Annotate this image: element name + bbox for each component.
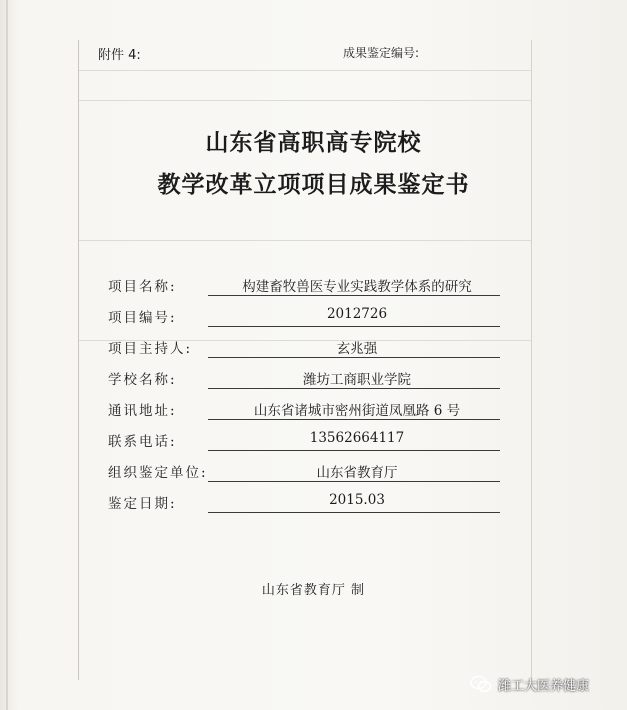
field-value: 2012726 (326, 306, 388, 322)
serial-number-label: 成果鉴定编号: (343, 46, 420, 60)
field-value: 玄兆强 (336, 341, 378, 357)
show-through-line (79, 100, 531, 101)
underline (208, 419, 500, 420)
wechat-icon (470, 675, 492, 693)
field-project-number (108, 306, 508, 328)
account-watermark (470, 673, 589, 695)
field-value: 构建畜牧兽医专业实践教学体系的研究 (242, 279, 472, 295)
field-value: 山东省诸城市密州街道凤凰路 6 号 (253, 403, 461, 419)
field-value: 潍坊工商职业学院 (303, 372, 411, 388)
field-project-name (108, 275, 508, 297)
field-value: 13562664117 (309, 430, 405, 446)
field-label: 通讯地址: (108, 403, 177, 419)
show-through-line (79, 240, 531, 241)
field-phone (108, 430, 508, 452)
field-label: 鉴定日期: (108, 496, 177, 512)
document-title-line2: 教学改革立项项目成果鉴定书 (157, 171, 470, 198)
field-label: 联系电话: (108, 434, 177, 450)
field-mailing-address (108, 399, 508, 421)
attachment-label: 附件 4: (98, 48, 141, 63)
field-school-name (108, 368, 508, 390)
field-label: 项目编号: (108, 310, 177, 326)
field-label: 项目主持人: (108, 341, 193, 357)
underline (208, 512, 500, 513)
show-through-line (79, 70, 531, 71)
underline (208, 388, 500, 389)
underline (208, 481, 500, 482)
field-label: 组织鉴定单位: (108, 465, 208, 481)
field-value: 山东省教育厅 (316, 465, 398, 481)
watermark-text: 潍工大医养健康 (498, 678, 590, 694)
field-project-leader (108, 337, 508, 359)
underline (208, 326, 500, 327)
underline (208, 450, 500, 451)
field-value: 2015.03 (329, 492, 385, 508)
document-title-line1: 山东省高职高专院校 (205, 129, 422, 156)
field-label: 项目名称: (108, 279, 177, 295)
paper-edge (6, 0, 8, 710)
field-label: 学校名称: (108, 372, 177, 388)
field-appraisal-date (108, 492, 508, 514)
underline (208, 357, 500, 358)
underline (208, 295, 500, 296)
issuer-line: 山东省教育厅 制 (261, 583, 366, 598)
field-appraisal-unit (108, 461, 508, 483)
